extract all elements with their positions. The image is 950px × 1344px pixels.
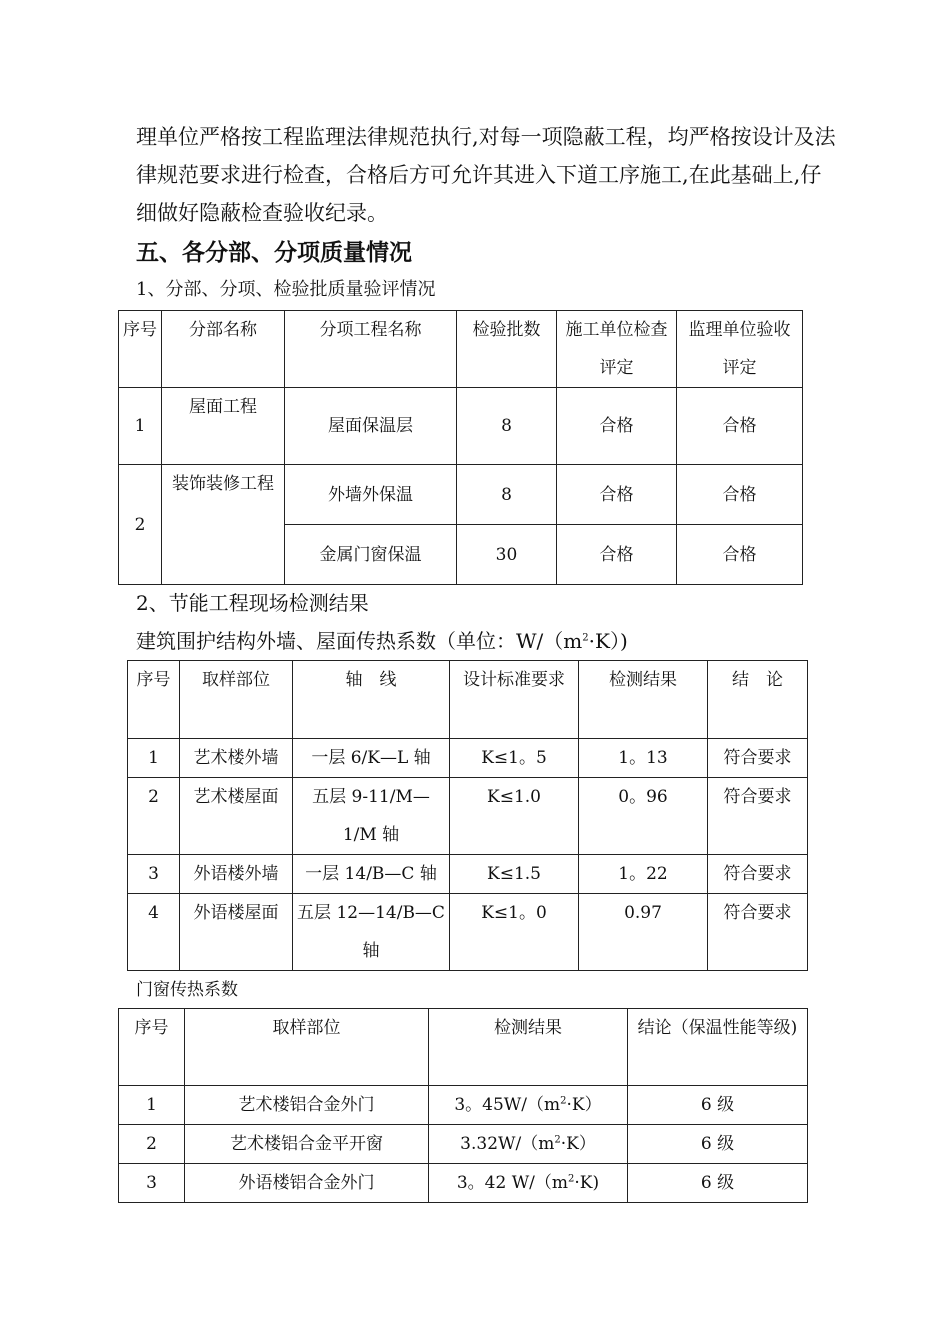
header-cell: 分项工程名称	[285, 311, 457, 388]
subsection-title-3: 建筑围护结构外墙、屋面传热系数（单位：$W/(m^2\cdot K)$)	[136, 629, 628, 653]
header-cell: 检测结果	[579, 661, 708, 739]
header-cell: 取样部位	[185, 1009, 429, 1086]
header-cell: 施工单位检查评定	[557, 311, 677, 388]
cell-result: 0.97	[579, 894, 708, 971]
cell-no: 1	[119, 1086, 185, 1125]
cell-result: 3。42 $W/(m^2\cdot K)$	[429, 1164, 628, 1203]
cell-location: 艺术楼外墙	[180, 739, 293, 778]
cell-self-eval: 合格	[557, 388, 677, 465]
cell-location: 艺术楼铝合金平开窗	[185, 1125, 429, 1164]
cell-grade: 6 级	[628, 1125, 808, 1164]
cell-standard: K≤1。0	[450, 894, 579, 971]
header-cell: 设计标准要求	[450, 661, 579, 739]
cell-result: 1。13	[579, 739, 708, 778]
cell-conclusion: 符合要求	[708, 739, 808, 778]
quality-table	[118, 310, 803, 585]
cell-supervisor-eval: 合格	[677, 525, 803, 585]
subsection-title-1: 1、分部、分项、检验批质量验评情况	[136, 279, 436, 300]
cell-count: 30	[457, 525, 557, 585]
cell-axis: 五层 9-11/M—1/M 轴	[293, 778, 450, 855]
cell-location: 艺术楼屋面	[180, 778, 293, 855]
header-cell: 序号	[128, 661, 180, 739]
cell-axis: 一层 6/K—L 轴	[293, 739, 450, 778]
header-cell: 分部名称	[162, 311, 285, 388]
header-cell: 监理单位验收评定	[677, 311, 803, 388]
table-row	[128, 739, 808, 778]
table-row	[119, 465, 803, 525]
cell-item: 外墙外保温	[285, 465, 457, 525]
cell-conclusion: 符合要求	[708, 855, 808, 894]
table-row	[119, 388, 803, 465]
cell-supervisor-eval: 合格	[677, 465, 803, 525]
heat-transfer-table	[127, 660, 808, 971]
cell-no: 3	[119, 1164, 185, 1203]
cell-no: 4	[128, 894, 180, 971]
cell-count: 8	[457, 388, 557, 465]
table-row	[128, 894, 808, 971]
cell-axis: 五层 12—14/B—C 轴	[293, 894, 450, 971]
cell-result: 3。$45W/(m^2\cdot K)$	[429, 1086, 628, 1125]
cell-no: 3	[128, 855, 180, 894]
cell-no: 1	[128, 739, 180, 778]
cell-conclusion: 符合要求	[708, 894, 808, 971]
cell-standard: K≤1。5	[450, 739, 579, 778]
cell-axis: 一层 14/B—C 轴	[293, 855, 450, 894]
cell-location: 外语楼外墙	[180, 855, 293, 894]
intro-paragraph: 理单位严格按工程监理法律规范执行,对每一项隐蔽工程，均严格按设计及法律规范要求进行检查，合格后方可允许其进入下道工序施工,在此基础上,仔细做好隐蔽检查验收纪录。	[136, 125, 836, 225]
cell-self-eval: 合格	[557, 465, 677, 525]
cell-result: 1。22	[579, 855, 708, 894]
cell-division: 屋面工程	[162, 388, 285, 465]
cell-conclusion: 符合要求	[708, 778, 808, 855]
table-row	[119, 1086, 808, 1125]
subsection-title-2: 2、节能工程现场检测结果	[136, 591, 369, 615]
table-row	[128, 855, 808, 894]
cell-no: 1	[119, 388, 162, 465]
header-cell: 序号	[119, 1009, 185, 1086]
table-row	[119, 1125, 808, 1164]
header-cell: 轴 线	[293, 661, 450, 739]
cell-item: 屋面保温层	[285, 388, 457, 465]
table-row	[119, 1164, 808, 1203]
cell-no: 2	[128, 778, 180, 855]
cell-item: 金属门窗保温	[285, 525, 457, 585]
table-row	[128, 778, 808, 855]
header-cell: 检验批数	[457, 311, 557, 388]
cell-standard: K≤1.0	[450, 778, 579, 855]
cell-division: 装饰装修工程	[162, 465, 285, 585]
section-heading: 五、各分部、分项质量情况	[136, 239, 412, 266]
cell-self-eval: 合格	[557, 525, 677, 585]
cell-supervisor-eval: 合格	[677, 388, 803, 465]
cell-location: 艺术楼铝合金外门	[185, 1086, 429, 1125]
superscript: 2	[582, 632, 589, 644]
cell-standard: K≤1.5	[450, 855, 579, 894]
cell-no: 2	[119, 465, 162, 585]
cell-location: 外语楼屋面	[180, 894, 293, 971]
cell-result: $3.32W/(m^2\cdot K)$	[429, 1125, 628, 1164]
cell-count: 8	[457, 465, 557, 525]
header-cell: 序号	[119, 311, 162, 388]
header-cell: 检测结果	[429, 1009, 628, 1086]
cell-no: 2	[119, 1125, 185, 1164]
header-cell: 取样部位	[180, 661, 293, 739]
header-cell: 结 论	[708, 661, 808, 739]
door-window-table	[118, 1008, 808, 1203]
subsection-title-4: 门窗传热系数	[136, 980, 238, 1000]
cell-result: 0。96	[579, 778, 708, 855]
header-cell: 结论（保温性能等级)	[628, 1009, 808, 1086]
cell-grade: 6 级	[628, 1164, 808, 1203]
cell-grade: 6 级	[628, 1086, 808, 1125]
cell-location: 外语楼铝合金外门	[185, 1164, 429, 1203]
